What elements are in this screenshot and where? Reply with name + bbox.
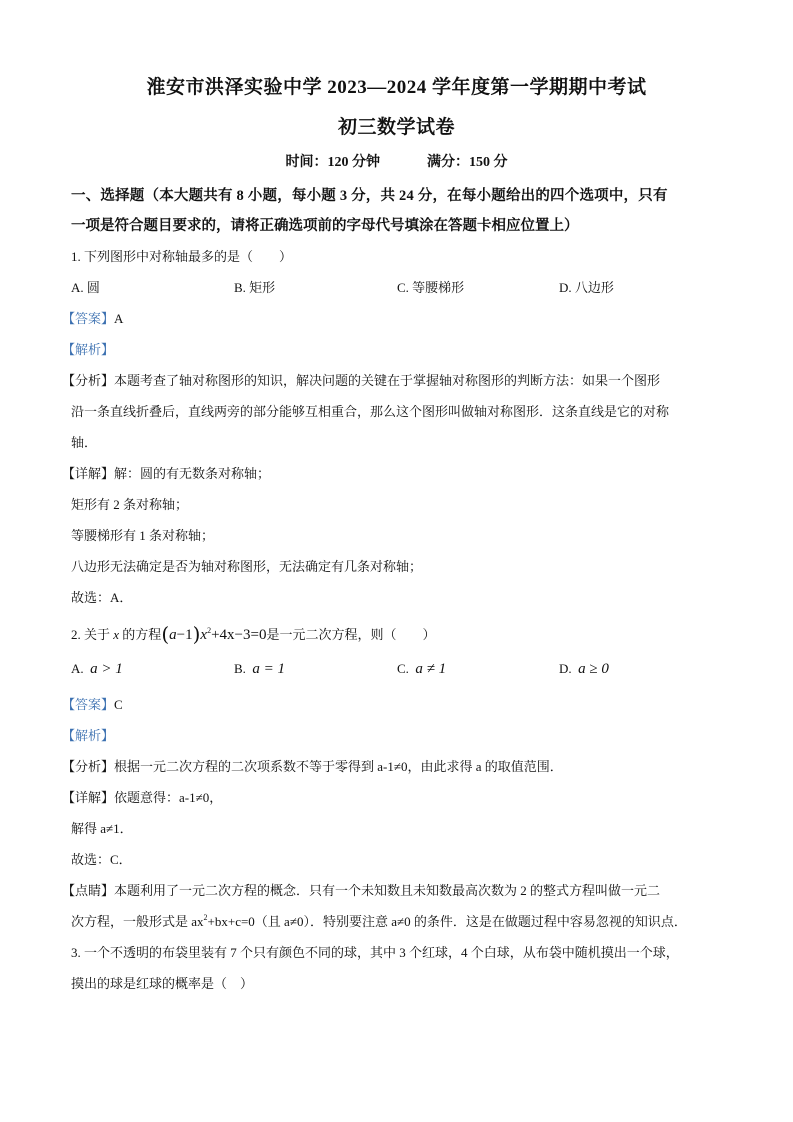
dianjing-text: 本题利用了一元二次方程的概念．只有一个未知数且未知数最高次数为 2 的整式方程叫做一元二 <box>114 883 661 898</box>
q1-xiangjie-line2: 矩形有 2 条对称轴； <box>71 497 189 512</box>
eq-a: a <box>169 627 177 643</box>
q1-analysis-tag: 【解析】 <box>62 342 115 357</box>
q3-stem-line2: 摸出的球是红球的概率是（ ） <box>71 976 254 991</box>
q2-analysis-tag: 【解析】 <box>62 728 115 743</box>
section-heading-line2: 一项是符合题目要求的，请将正确选项前的字母代号填涂在答题卡相应位置上） <box>71 218 579 234</box>
exam-subtitle: 初三数学试卷 <box>337 117 455 138</box>
option-text: a ≠ 1 <box>415 661 447 677</box>
fenxi-text: 根据一元二次方程的二次项系数不等于零得到 a-1≠0，由此求得 a 的取值范围． <box>114 759 563 774</box>
q1-option-d <box>559 277 614 296</box>
answer-value: C <box>114 697 123 712</box>
exam-title: 淮安市洪泽实验中学 2023—2024 学年度第一学期期中考试 <box>146 77 647 98</box>
option-text: 等腰梯形 <box>412 280 465 295</box>
option-text: 八边形 <box>574 280 614 295</box>
stem-mid: 的方程 <box>119 627 162 642</box>
exam-meta <box>0 151 793 171</box>
option-label: A. <box>71 280 84 295</box>
q2-option-b <box>234 661 285 678</box>
q1-answer <box>62 308 722 327</box>
stem-suffix: 是一元二次方程，则（ ） <box>266 627 436 642</box>
q2-stem <box>71 622 731 646</box>
answer-tag: 【答案】 <box>62 697 115 712</box>
q1-fenxi-line2: 沿一条直线折叠后，直线两旁的部分能够互相重合，那么这个图形叫做轴对称图形．这条直线是它的对称 <box>71 404 670 419</box>
answer-value: A <box>114 311 124 326</box>
option-text: a = 1 <box>252 661 286 677</box>
option-text: a > 1 <box>90 661 123 677</box>
q1-conclusion: 故选：A． <box>71 590 133 605</box>
eq-x: x <box>200 627 208 643</box>
q2-equation: $(a-1)x^2+4x-3=0$ <box>161 622 267 646</box>
q2-xiangjie-line2: 解得 a≠1． <box>71 821 133 836</box>
q2-conclusion: 故选：C． <box>71 852 132 867</box>
q1-stem: 1. 下列图形中对称轴最多的是（ ） <box>71 249 293 264</box>
q1-xiangjie-line3: 等腰梯形有 1 条对称轴； <box>71 528 215 543</box>
q3-stem-line1: 3. 一个不透明的布袋里装有 7 个只有颜色不同的球，其中 3 个红球，4 个白球，从布袋中随机摸出一个球， <box>71 945 679 960</box>
dianjing-tag: 【点睛】 <box>62 883 115 898</box>
fenxi-tag: 【分析】 <box>62 373 115 388</box>
dianjing-text-a: 次方程，一般形式是 ax <box>71 914 204 929</box>
option-label: A. <box>71 661 84 676</box>
q2-xiangjie-line1 <box>62 787 722 806</box>
q2-option-d <box>559 661 609 678</box>
score-label: 满分：150 分 <box>427 155 508 170</box>
answer-tag: 【答案】 <box>62 311 115 326</box>
q1-fenxi-line1 <box>62 370 722 389</box>
q2-option-a <box>71 661 123 678</box>
xiangjie-tag: 【详解】 <box>62 790 115 805</box>
dianjing-text-b: +bx+c=0（且 a≠0）．特别要注意 a≠0 的条件．这是在做题过程中容易忽视的知识点． <box>207 914 687 929</box>
eq-minus1: −1 <box>176 627 193 643</box>
option-label: B. <box>234 280 246 295</box>
dianjing-sup: 2 <box>203 913 208 922</box>
q2-fenxi <box>62 756 722 775</box>
eq-rest: +4x−3=0 <box>211 627 267 643</box>
stem-var: x <box>113 627 120 642</box>
option-text: a ≥ 0 <box>578 661 609 677</box>
q2-dianjing-line2 <box>71 911 731 930</box>
q1-option-a <box>71 277 100 296</box>
fenxi-text: 本题考查了轴对称图形的知识，解决问题的关键在于掌握轴对称图形的判断方法：如果一个图形 <box>114 373 661 388</box>
q2-dianjing-line1 <box>62 880 722 899</box>
time-label: 时间：120 分钟 <box>285 155 380 170</box>
xiangjie-text: 依题意得：a-1≠0， <box>114 790 223 805</box>
option-text: 圆 <box>86 280 100 295</box>
q1-option-c <box>397 277 464 296</box>
section-heading-line1: 一、选择题（本大题共有 8 小题，每小题 3 分，共 24 分，在每小题给出的四个选项中，只有 <box>71 188 668 204</box>
option-text: 矩形 <box>249 280 276 295</box>
q1-xiangjie-line4: 八边形无法确定是否为轴对称图形，无法确定有几条对称轴； <box>71 559 423 574</box>
q1-option-b <box>234 277 275 296</box>
q1-fenxi-line3: 轴． <box>71 435 98 450</box>
option-label: B. <box>234 661 246 676</box>
option-label: C. <box>397 280 409 295</box>
option-label: D. <box>559 280 572 295</box>
q2-answer <box>62 694 722 713</box>
option-label: D. <box>559 661 572 676</box>
stem-prefix: 2. 关于 <box>71 627 114 642</box>
eq-square: 2 <box>207 626 212 635</box>
xiangjie-text: 解：圆的有无数条对称轴； <box>114 466 271 481</box>
fenxi-tag: 【分析】 <box>62 759 115 774</box>
option-label: C. <box>397 661 409 676</box>
q2-option-c <box>397 661 446 678</box>
q1-xiangjie-line1 <box>62 463 722 482</box>
xiangjie-tag: 【详解】 <box>62 466 115 481</box>
